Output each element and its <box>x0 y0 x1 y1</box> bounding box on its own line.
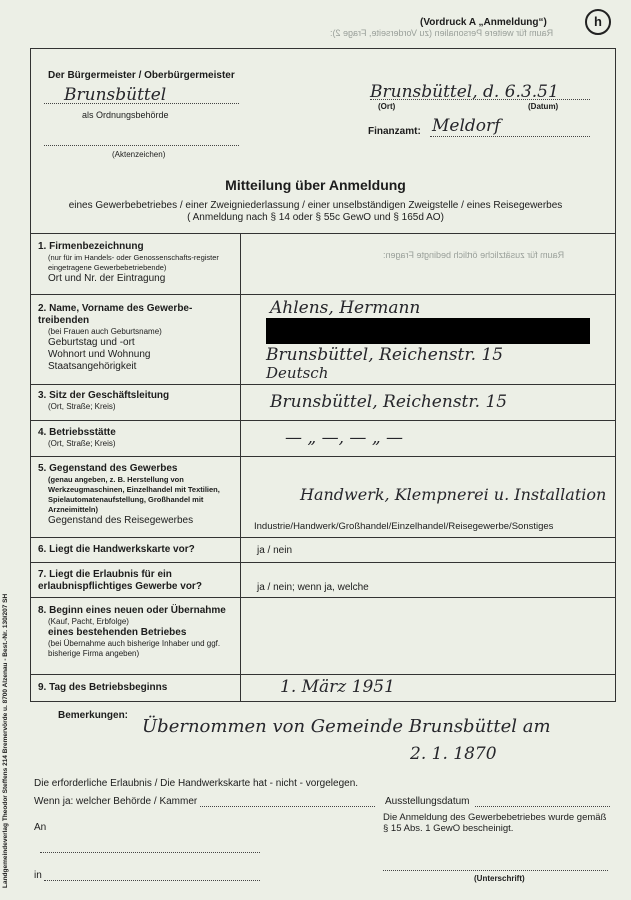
redaction-bar <box>266 318 590 344</box>
ausstellung-line <box>475 806 610 807</box>
remarks-handwritten-2: 2. 1. 1870 <box>410 744 497 764</box>
row-3-sub: (Ort, Straße; Kreis) <box>48 402 116 411</box>
row-6-value: ja / nein <box>257 545 293 556</box>
row-2-sub: (bei Frauen auch Geburtsname) <box>48 327 162 336</box>
row-1-label <box>38 241 234 285</box>
row-5-head: 5. Gegenstand des Gewerbes <box>38 463 178 474</box>
authority-place-handwritten: Brunsbüttel <box>64 85 167 105</box>
place-date-handwritten: Brunsbüttel, d. 6.3.51 <box>370 82 559 102</box>
row-2-residence: Wohnort und Wohnung <box>48 349 151 360</box>
row-7-value: ja / nein; wenn ja, welche <box>257 582 369 593</box>
row-5-tail: Gegenstand des Reisegewerbes <box>48 515 194 526</box>
publisher-side-text: Landgemeindeverlag Theodor Steffens 214 Bremervörde u. 8700 Alzenau - Best.-Nr. 130/207 SH <box>2 593 9 888</box>
authority-place-line <box>44 103 239 104</box>
table-column-divider <box>240 233 241 701</box>
row-9-label: 9. Tag des Betriebsbeginns <box>38 682 168 693</box>
row-6-label: 6. Liegt die Handwerkskarte vor? <box>38 544 195 555</box>
row-divider <box>30 294 616 295</box>
row-2-nationality-handwritten: Deutsch <box>266 364 329 382</box>
in-line <box>44 880 260 881</box>
row-7-label: 7. Liegt die Erlaubnis für ein erlaubnispflichtiges Gewerbe vor? <box>38 569 202 592</box>
row-4-label <box>38 427 116 449</box>
authority-title: Der Bürgermeister / Oberbürgermeister <box>48 70 235 81</box>
form-label: (Vordruck A „Anmeldung“) <box>420 17 547 28</box>
row-1-head: 1. Firmenbezeichnung <box>38 241 144 252</box>
remarks-label: Bemerkungen: <box>58 710 129 721</box>
an-label: An <box>34 822 47 833</box>
row-3-handwritten: Brunsbüttel, Reichenstr. 15 <box>270 392 508 412</box>
aktenzeichen-label: (Aktenzeichen) <box>112 150 166 159</box>
confirmation-text: Die Anmeldung des Gewerbebetriebes wurde gemäß § 15 Abs. 1 GewO bescheinigt. <box>383 812 607 834</box>
row-2-nationality: Staatsangehörigkeit <box>48 361 137 372</box>
row-divider <box>30 456 616 457</box>
row-2-name-handwritten: Ahlens, Hermann <box>270 298 421 318</box>
row-divider <box>30 597 616 598</box>
footer-line2: Wenn ja: welcher Behörde / Kammer <box>34 796 198 807</box>
ausstellung-label: Ausstellungsdatum <box>385 796 470 807</box>
datum-label: (Datum) <box>528 102 559 111</box>
row-8-sub1: (Kauf, Pacht, Erbfolge) <box>48 617 129 626</box>
row-5-label <box>38 463 234 527</box>
row-1-tail: Ort und Nr. der Eintragung <box>48 273 166 284</box>
signature-label: (Unterschrift) <box>474 874 525 883</box>
row-5-sub: (genau angeben, z. B. Herstellung von Werkzeugmaschinen, Einzelhandel mit Textilien, Spielautomatenaufstellung, Großhandel mit Arzneimitteln) <box>48 475 220 514</box>
row-divider <box>30 674 616 675</box>
authority-subtitle: als Ordnungsbehörde <box>82 110 169 120</box>
authority-chamber-line <box>200 806 375 807</box>
aktenzeichen-line <box>44 145 239 146</box>
table-top-border <box>30 233 616 234</box>
remarks-handwritten-1: Übernommen von Gemeinde Brunsbüttel am <box>142 716 551 737</box>
finanzamt-label: Finanzamt: <box>368 126 421 137</box>
row-8-mid: eines bestehenden Betriebes <box>48 627 187 638</box>
table-bottom-border <box>30 701 616 702</box>
row-3-label <box>38 390 169 412</box>
row-2-label <box>38 303 234 373</box>
row-3-head: 3. Sitz der Geschäftsleitung <box>38 390 170 401</box>
row-divider <box>30 384 616 385</box>
row-4-handwritten: — „ —, — „ — <box>285 428 404 448</box>
form-letter-circle <box>585 9 611 35</box>
form-title-line2: ( Anmeldung nach § 14 oder § 55c GewO und § 165d AO) <box>187 212 444 223</box>
finanzamt-handwritten: Meldorf <box>432 116 501 136</box>
row-2-birth: Geburtstag und -ort <box>48 337 135 348</box>
mirrored-bleed-text-row1: Raum für zusätzliche örtlich bedingte Fragen: <box>383 250 565 260</box>
mirrored-bleed-text-top: Raum für weitere Personalien (zu Vorderseite, Frage 2): <box>330 28 554 38</box>
row-4-sub: (Ort, Straße; Kreis) <box>48 439 116 448</box>
row-divider <box>30 537 616 538</box>
row-8-label <box>38 605 234 659</box>
an-line <box>40 852 260 853</box>
row-divider <box>30 420 616 421</box>
in-label: in <box>34 870 42 881</box>
row-divider <box>30 562 616 563</box>
row-8-sub2: (bei Übernahme auch bisherige Inhaber und ggf. bisherige Firma angeben) <box>48 639 221 658</box>
finanzamt-line <box>430 136 590 137</box>
form-title: Mitteilung über Anmeldung <box>225 177 406 193</box>
row-2-head: 2. Name, Vorname des Gewerbe-treibenden <box>38 303 193 326</box>
form-title-line1: eines Gewerbebetriebes / einer Zweigniederlassung / einer unselbständigen Zweigstelle / eines Reisegewerbes <box>68 200 563 211</box>
row-5-handwritten: Handwerk, Klempnerei u. Installation <box>300 485 607 504</box>
ort-label: (Ort) <box>378 102 396 111</box>
form-letter: h <box>594 14 602 29</box>
row-9-handwritten: 1. März 1951 <box>280 677 395 697</box>
place-date-line <box>370 99 590 100</box>
row-2-residence-handwritten: Brunsbüttel, Reichenstr. 15 <box>266 345 504 365</box>
row-4-head: 4. Betriebsstätte <box>38 427 116 438</box>
footer-line1: Die erforderliche Erlaubnis / Die Handwerkskarte hat - nicht - vorgelegen. <box>34 778 359 789</box>
signature-line <box>383 870 608 871</box>
row-8-head: 8. Beginn eines neuen oder Übernahme <box>38 605 226 616</box>
row-5-options: Industrie/Handwerk/Großhandel/Einzelhandel/Reisegewerbe/Sonstiges <box>254 521 554 532</box>
row-1-sub: (nur für im Handels- oder Genossenschafts-register eingetragene Gewerbebetriebende) <box>48 253 219 272</box>
